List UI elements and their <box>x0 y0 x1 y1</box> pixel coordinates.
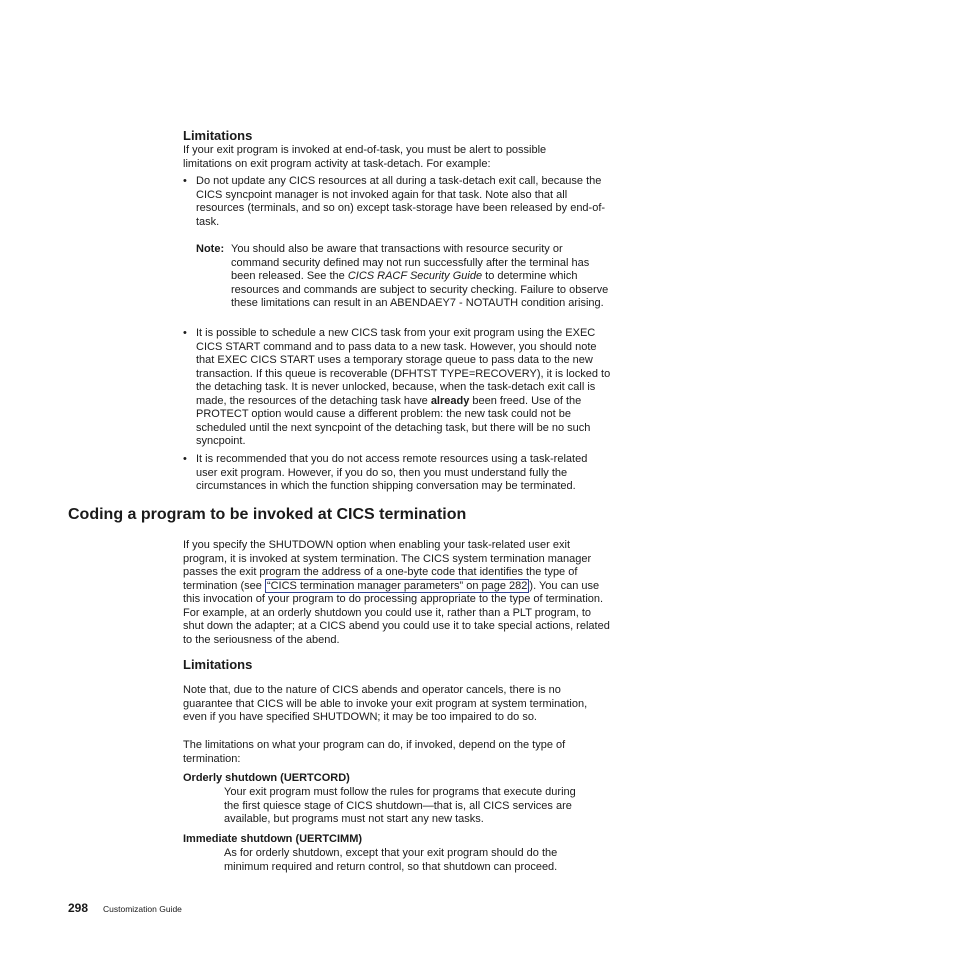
termination-paragraph-start: If you specify the SHUTDOWN option when enabling your task-related user exit program, it is invoked at system termination. The CICS system termination manager passes the exit program the address of a one-byte code that identifies the type of termination (see <box>183 539 592 592</box>
termination-paragraph <box>183 539 611 647</box>
note-guide-title: CICS RACF Security Guide <box>347 270 483 282</box>
note-text <box>231 243 609 311</box>
termination-paragraph-end: ). You can use this invocation of your program to do processing appropriate to the type of termination. For example, at an orderly shutdown you could use it, rather than a PLT program, to shut down the adapter; at a CICS abend you could use it to take special actions, related to the seriousness of the abend. <box>183 579 610 646</box>
bullet-item-2 <box>196 327 612 449</box>
bullet-marker: • <box>183 453 187 465</box>
note-label: Note: <box>196 243 225 255</box>
page-number: 298 <box>68 901 89 915</box>
note-text-start: You should also be aware that transactions with resource security or command security defined may not run successfully after the terminal has been released. See the <box>231 243 590 282</box>
section-heading-cics-termination: Coding a program to be invoked at CICS termination <box>68 506 467 523</box>
limitations-paragraph-1: Note that, due to the nature of CICS abends and operator cancels, there is no guarantee that CICS will be able to invoke your exit program at system termination, even if you have specified SHUTDOWN; it may be too impaired to do so. <box>183 684 588 723</box>
limitations-heading-1: Limitations <box>183 128 253 143</box>
termination-parameters-link[interactable]: “CICS termination manager parameters” on page 282 <box>266 579 528 592</box>
bullet-marker: • <box>183 327 187 339</box>
bullet-2-end: been freed. Use of the PROTECT option would cause a different problem: the new task could not be scheduled until the next syncpoint of the detaching task, but there will be no such syncpoint. <box>196 394 591 447</box>
limitations-paragraph-2: The limitations on what your program can do, if invoked, depend on the type of termination: <box>183 739 566 765</box>
limitations-intro: If your exit program is invoked at end-of-task, you must be alert to possible limitations on exit program activity at task-detach. For example: <box>183 144 547 170</box>
bullet-2-start: It is possible to schedule a new CICS task from your exit program using the EXEC CICS START command and to pass data to a new task. However, you should note that EXEC CICS START uses a temporary storage queue to pass data to the new transaction. If this queue is recoverable (DFHTST TYPE=RECOVERY), it is locked to the detaching task. It is never unlocked, because, when the task-detach exit call is made, the resources of the detaching task have <box>196 327 611 407</box>
term-immediate-shutdown: Immediate shutdown (UERTCIMM) <box>183 833 363 845</box>
definition-orderly-shutdown: Your exit program must follow the rules for programs that execute during the first quiesce stage of CICS shutdown—that is, all CICS services are available, but programs must not start any new tasks. <box>224 786 576 825</box>
bullet-item-3: It is recommended that you do not access remote resources using a task-related user exit program. However, if you do so, then you must understand fully the circumstances in which the function shipping conversation may be terminated. <box>196 453 588 492</box>
footer-book-title: Customization Guide <box>103 904 182 914</box>
bullet-marker: • <box>183 175 187 187</box>
limitations-heading-2: Limitations <box>183 657 253 672</box>
bullet-item-1: Do not update any CICS resources at all during a task-detach exit call, because the CICS syncpoint manager is not invoked again for that task. Note also that all resources (terminals, and so on) except task-storage have been released by end-of-task. <box>196 175 606 228</box>
note-text-end: to determine which resources and commands are subject to security checking. Failure to observe these limitations can result in an ABENDAEY7 - NOTAUTH condition arising. <box>231 270 609 309</box>
term-orderly-shutdown: Orderly shutdown (UERTCORD) <box>183 772 350 784</box>
bullet-2-bold: already <box>430 394 470 407</box>
definition-immediate-shutdown: As for orderly shutdown, except that your exit program should do the minimum required and return control, so that shutdown can proceed. <box>224 847 558 873</box>
